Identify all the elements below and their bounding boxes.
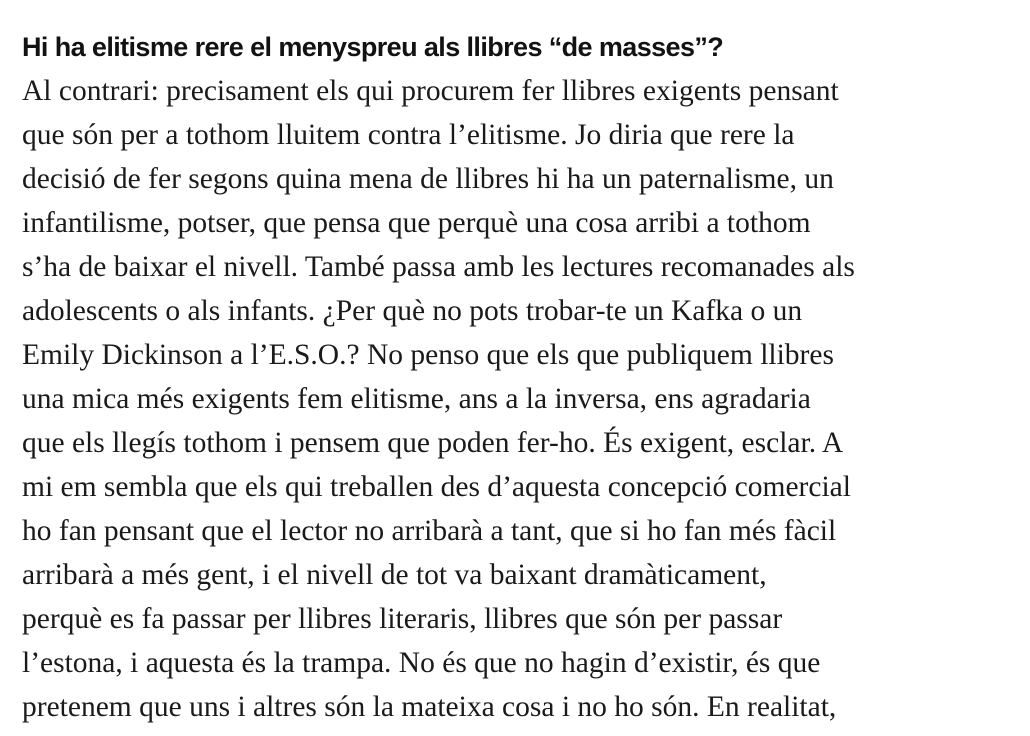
- interview-answer: [22, 69, 1012, 729]
- answer-line: l’estona, i aquesta és la trampa. No és que no hagin d’existir, és que: [22, 647, 821, 679]
- answer-line: Emily Dickinson a l’E.S.O.? No penso que els que publiquem llibres: [22, 339, 834, 371]
- answer-line: ho fan pensant que el lector no arribarà a tant, que si ho fan més fàcil: [22, 515, 837, 547]
- answer-line: s’ha de baixar el nivell. També passa amb les lectures recomanades als: [22, 251, 855, 283]
- answer-line: decisió de fer segons quina mena de llibres hi ha un paternalisme, un: [22, 163, 834, 195]
- answer-line: infantilisme, potser, que pensa que perquè una cosa arribi a tothom: [22, 207, 811, 239]
- answer-line: que són per a tothom lluitem contra l’elitisme. Jo diria que rere la: [22, 119, 795, 151]
- answer-line: una mica més exigents fem elitisme, ans a la inversa, ens agradaria: [22, 383, 811, 415]
- answer-line: que els llegís tothom i pensem que poden fer-ho. És exigent, esclar. A: [22, 427, 844, 459]
- answer-line: pretenem que uns i altres són la mateixa cosa i no ho són. En realitat,: [22, 691, 837, 723]
- interview-question: Hi ha elitisme rere el menyspreu als llibres “de masses”?: [22, 32, 724, 62]
- answer-line: mi em sembla que els qui treballen des d’aquesta concepció comercial: [22, 471, 851, 503]
- interview-article: [22, 28, 1012, 729]
- answer-line: perquè es fa passar per llibres literaris, llibres que són per passar: [22, 603, 783, 635]
- answer-line: adolescents o als infants. ¿Per què no pots trobar-te un Kafka o un: [22, 295, 803, 327]
- answer-line: Al contrari: precisament els qui procurem fer llibres exigents pensant: [22, 75, 839, 107]
- answer-line: arribarà a més gent, i el nivell de tot va baixant dramàticament,: [22, 559, 767, 591]
